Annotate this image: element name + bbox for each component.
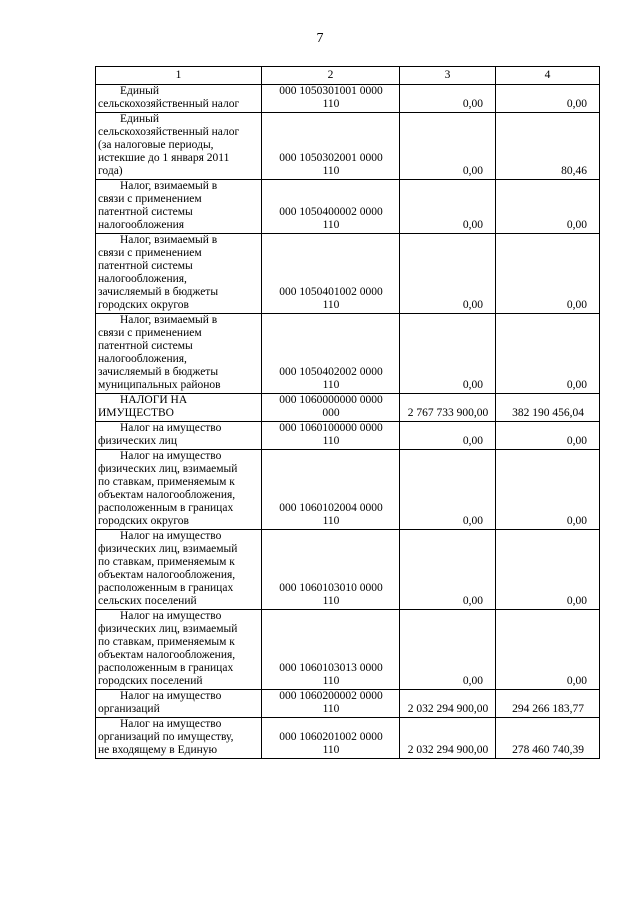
row-value-col4: 0,00 <box>496 180 600 234</box>
table-row <box>96 180 600 234</box>
row-value-col4: 0,00 <box>496 530 600 610</box>
row-name: Налог на имущество физических лиц, взимаемый по ставкам, применяемым к объектам налогообложения, расположенным в границах городских округов <box>98 450 238 527</box>
row-name: Налог на имущество организаций <box>98 690 222 715</box>
table-row <box>96 422 600 450</box>
row-name-cell <box>96 180 262 234</box>
table-row <box>96 85 600 113</box>
budget-table <box>95 66 600 759</box>
row-name-cell <box>96 113 262 180</box>
table-row <box>96 610 600 690</box>
row-code: 000 1050401002 0000 110 <box>262 234 400 314</box>
page-number: 7 <box>316 31 324 46</box>
row-value-col4: 294 266 183,77 <box>496 690 600 718</box>
row-name-cell <box>96 450 262 530</box>
row-name: Налог на имущество физических лиц <box>98 422 222 447</box>
row-name: Налог на имущество физических лиц, взимаемый по ставкам, применяемым к объектам налогообложения, расположенным в границах городских поселений <box>98 610 238 687</box>
row-value-col4: 0,00 <box>496 85 600 113</box>
row-code: 000 1050400002 0000 110 <box>262 180 400 234</box>
row-code: 000 1050302001 0000 110 <box>262 113 400 180</box>
row-code: 000 1060200002 0000 110 <box>262 690 400 718</box>
row-code: 000 1060103013 0000 110 <box>262 610 400 690</box>
row-value-col3: 0,00 <box>400 450 496 530</box>
row-name: Налог, взимаемый в связи с применением патентной системы налогообложения <box>98 180 218 231</box>
row-code: 000 1060000000 0000 000 <box>262 394 400 422</box>
header-col-4: 4 <box>496 67 600 85</box>
row-value-col3: 2 032 294 900,00 <box>400 690 496 718</box>
row-value-col4: 278 460 740,39 <box>496 718 600 759</box>
row-value-col3: 0,00 <box>400 113 496 180</box>
table-row <box>96 530 600 610</box>
row-name: НАЛОГИ НА ИМУЩЕСТВО <box>98 394 188 419</box>
row-name-cell <box>96 422 262 450</box>
row-name: Налог, взимаемый в связи с применением патентной системы налогообложения, зачисляемый в бюджеты муниципальных районов <box>98 314 221 391</box>
row-name-cell <box>96 85 262 113</box>
table-row <box>96 234 600 314</box>
row-name-cell <box>96 610 262 690</box>
row-value-col3: 0,00 <box>400 234 496 314</box>
row-code: 000 1060103010 0000 110 <box>262 530 400 610</box>
row-value-col4: 0,00 <box>496 610 600 690</box>
row-name-cell <box>96 718 262 759</box>
row-value-col4: 80,46 <box>496 113 600 180</box>
table-row <box>96 690 600 718</box>
row-code: 000 1050402002 0000 110 <box>262 314 400 394</box>
row-name-cell <box>96 234 262 314</box>
header-col-1: 1 <box>96 67 262 85</box>
row-value-col3: 2 032 294 900,00 <box>400 718 496 759</box>
row-name-cell <box>96 690 262 718</box>
row-value-col4: 0,00 <box>496 422 600 450</box>
row-name: Налог на имущество организаций по имуществу, не входящему в Единую <box>98 718 234 756</box>
row-value-col3: 0,00 <box>400 530 496 610</box>
row-code: 000 1060100000 0000 110 <box>262 422 400 450</box>
table-row <box>96 450 600 530</box>
row-value-col3: 0,00 <box>400 180 496 234</box>
row-code: 000 1060201002 0000 110 <box>262 718 400 759</box>
row-value-col4: 382 190 456,04 <box>496 394 600 422</box>
row-name: Единый сельскохозяйственный налог <box>98 85 240 110</box>
row-value-col3: 2 767 733 900,00 <box>400 394 496 422</box>
row-value-col4: 0,00 <box>496 450 600 530</box>
table-row <box>96 394 600 422</box>
row-value-col3: 0,00 <box>400 314 496 394</box>
table-row <box>96 314 600 394</box>
row-value-col3: 0,00 <box>400 85 496 113</box>
row-name-cell <box>96 394 262 422</box>
row-value-col3: 0,00 <box>400 422 496 450</box>
header-col-3: 3 <box>400 67 496 85</box>
row-name-cell <box>96 314 262 394</box>
row-name-cell <box>96 530 262 610</box>
row-value-col4: 0,00 <box>496 314 600 394</box>
row-value-col3: 0,00 <box>400 610 496 690</box>
row-name: Единый сельскохозяйственный налог (за налоговые периоды, истекшие до 1 января 2011 года) <box>98 113 240 177</box>
row-code: 000 1060102004 0000 110 <box>262 450 400 530</box>
table-row <box>96 113 600 180</box>
table-row <box>96 718 600 759</box>
row-name: Налог, взимаемый в связи с применением патентной системы налогообложения, зачисляемый в бюджеты городских округов <box>98 234 219 311</box>
header-col-2: 2 <box>262 67 400 85</box>
row-name: Налог на имущество физических лиц, взимаемый по ставкам, применяемым к объектам налогообложения, расположенным в границах сельских поселений <box>98 530 238 607</box>
row-value-col4: 0,00 <box>496 234 600 314</box>
row-code: 000 1050301001 0000 110 <box>262 85 400 113</box>
header-row <box>96 67 600 85</box>
